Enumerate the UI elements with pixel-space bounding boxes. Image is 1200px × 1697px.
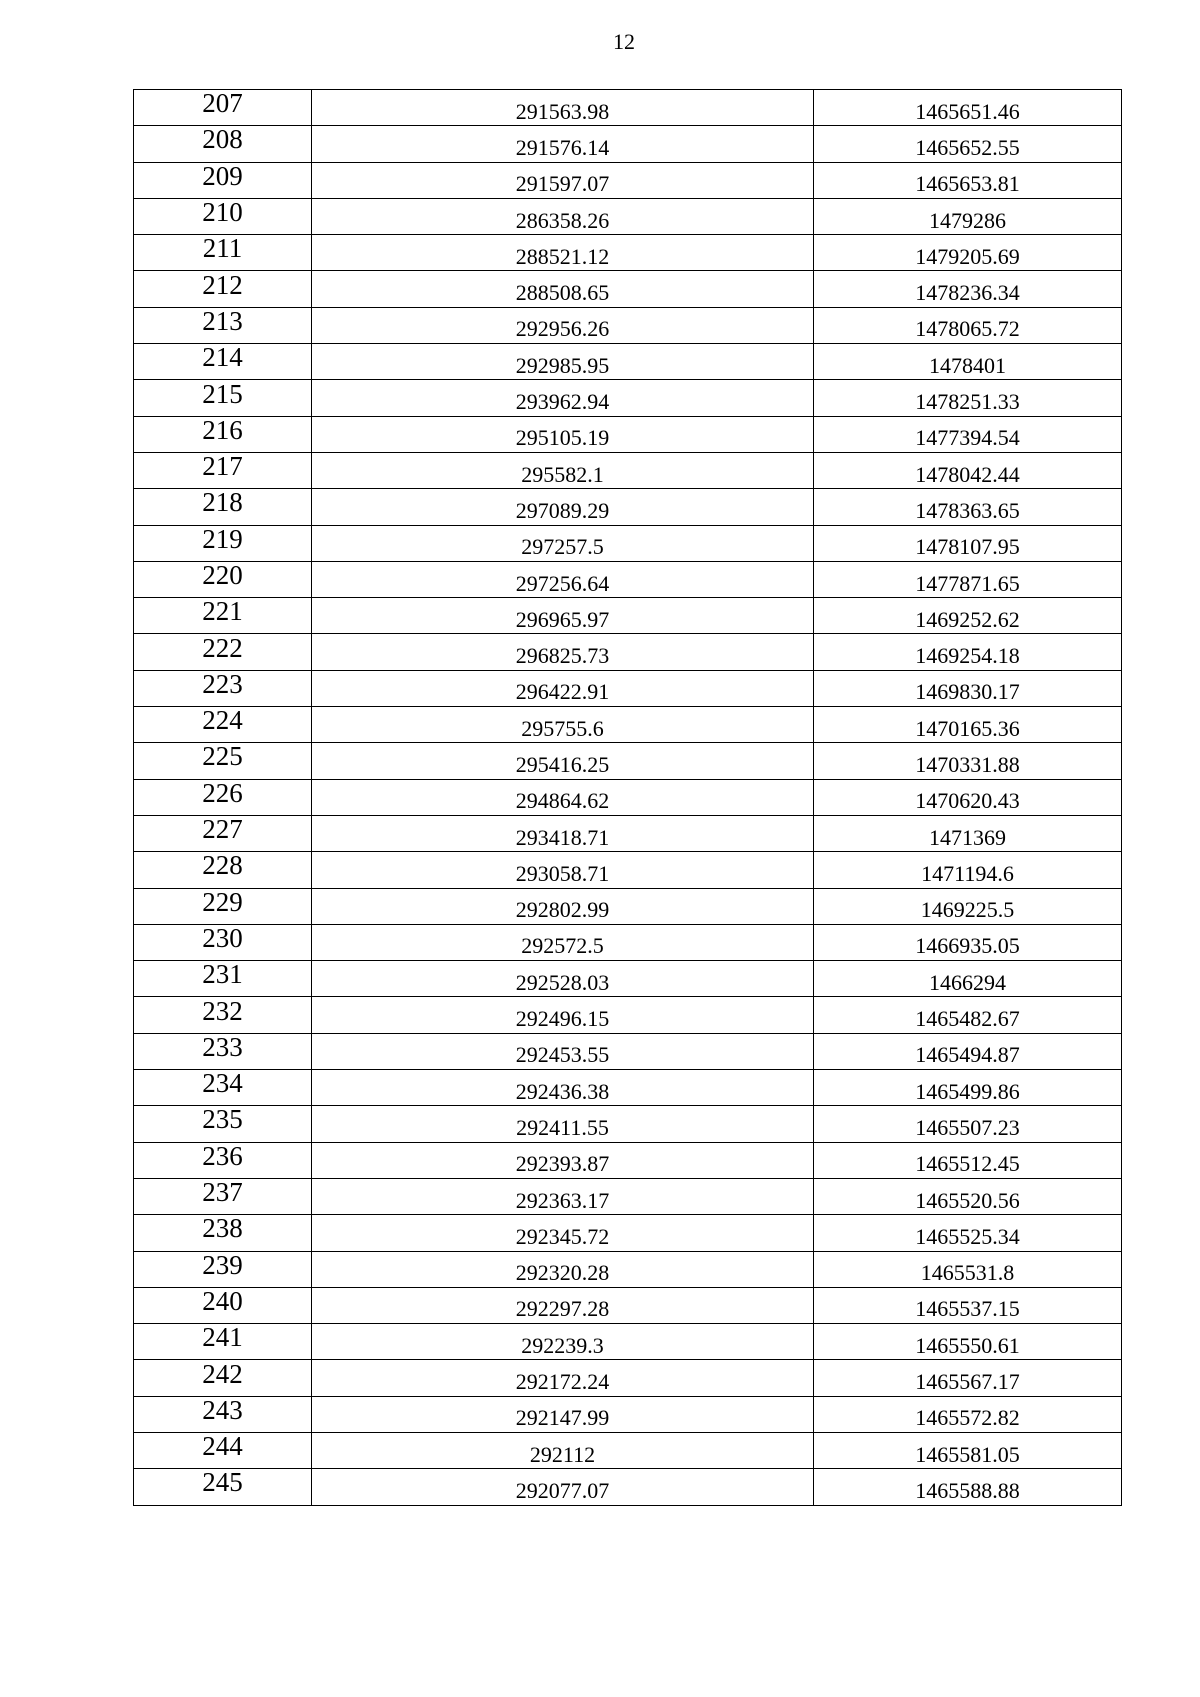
y-coordinate-cell (814, 307, 1122, 343)
point-number-cell-text: 242 (202, 1358, 243, 1389)
y-coordinate-cell-text: 1478251.33 (915, 389, 1020, 415)
x-coordinate-cell-text: 292239.3 (521, 1332, 604, 1358)
point-number-cell (134, 1251, 312, 1287)
point-number-cell-text: 221 (202, 596, 243, 627)
x-coordinate-cell (312, 198, 814, 234)
y-coordinate-cell-text: 1465652.55 (915, 134, 1020, 160)
x-coordinate-cell-text: 295755.6 (521, 715, 604, 741)
point-number-cell (134, 1287, 312, 1323)
table-row (134, 1324, 1122, 1360)
point-number-cell-text: 215 (202, 378, 243, 409)
table-row (134, 416, 1122, 452)
table-row (134, 344, 1122, 380)
x-coordinate-cell-text: 292297.28 (515, 1296, 610, 1322)
y-coordinate-cell (814, 997, 1122, 1033)
x-coordinate-cell-text: 296422.91 (515, 679, 610, 705)
point-number-cell-text: 220 (202, 560, 243, 590)
point-number-cell-text: 213 (202, 305, 243, 336)
point-number-cell-text: 216 (202, 414, 243, 445)
x-coordinate-cell-text: 294864.62 (515, 788, 610, 814)
y-coordinate-cell-text: 1470165.36 (915, 715, 1020, 741)
x-coordinate-cell (312, 1106, 814, 1142)
y-coordinate-cell-text: 1465588.88 (915, 1477, 1020, 1503)
x-coordinate-cell-text: 292147.99 (515, 1405, 610, 1431)
x-coordinate-cell-text: 292802.99 (515, 897, 610, 923)
y-coordinate-cell (814, 815, 1122, 851)
point-number-cell (134, 1142, 312, 1178)
x-coordinate-cell (312, 1251, 814, 1287)
y-coordinate-cell (814, 1469, 1122, 1505)
x-coordinate-cell (312, 707, 814, 743)
point-number-cell (134, 707, 312, 743)
table-row (134, 489, 1122, 525)
point-number-cell-text: 235 (202, 1104, 243, 1135)
table-row (134, 634, 1122, 670)
y-coordinate-cell-text: 1465507.23 (915, 1114, 1020, 1140)
table-row (134, 888, 1122, 924)
y-coordinate-cell (814, 1287, 1122, 1323)
point-number-cell-text: 219 (202, 523, 243, 554)
y-coordinate-cell (814, 852, 1122, 888)
table-row (134, 1178, 1122, 1214)
x-coordinate-cell (312, 525, 814, 561)
x-coordinate-cell (312, 924, 814, 960)
y-coordinate-cell-text: 1477871.65 (915, 570, 1020, 596)
x-coordinate-cell (312, 344, 814, 380)
y-coordinate-cell-text: 1469254.18 (915, 643, 1020, 669)
point-number-cell-text: 245 (202, 1467, 243, 1498)
y-coordinate-cell (814, 888, 1122, 924)
point-number-cell-text: 208 (202, 124, 243, 155)
x-coordinate-cell-text: 292320.28 (515, 1260, 610, 1286)
point-number-cell (134, 598, 312, 634)
y-coordinate-cell-text: 1465581.05 (915, 1441, 1020, 1467)
x-coordinate-cell (312, 1070, 814, 1106)
y-coordinate-cell-text: 1478107.95 (915, 534, 1020, 560)
point-number-cell (134, 1324, 312, 1360)
point-number-cell (134, 779, 312, 815)
table-row (134, 743, 1122, 779)
table-row (134, 924, 1122, 960)
point-number-cell (134, 924, 312, 960)
table-row (134, 1432, 1122, 1468)
table-row (134, 561, 1122, 597)
point-number-cell-text: 244 (202, 1431, 243, 1462)
point-number-cell (134, 162, 312, 198)
point-number-cell-text: 237 (202, 1177, 243, 1208)
x-coordinate-cell-text: 291576.14 (515, 134, 610, 160)
y-coordinate-cell-text: 1465482.67 (915, 1006, 1020, 1032)
x-coordinate-cell-text: 292363.17 (515, 1187, 610, 1213)
table-row (134, 525, 1122, 561)
point-number-cell (134, 997, 312, 1033)
point-number-cell-text: 236 (202, 1140, 243, 1171)
y-coordinate-cell-text: 1465537.15 (915, 1296, 1020, 1322)
y-coordinate-cell (814, 235, 1122, 271)
point-number-cell (134, 1360, 312, 1396)
x-coordinate-cell-text: 292956.26 (515, 316, 610, 342)
y-coordinate-cell (814, 344, 1122, 380)
x-coordinate-cell-text: 292077.07 (515, 1477, 610, 1503)
x-coordinate-cell-text: 292528.03 (515, 969, 610, 995)
y-coordinate-cell (814, 779, 1122, 815)
table-row (134, 1070, 1122, 1106)
table-row (134, 380, 1122, 416)
y-coordinate-cell-text: 1469225.5 (920, 897, 1015, 923)
x-coordinate-cell-text: 292411.55 (516, 1114, 609, 1140)
y-coordinate-cell (814, 1396, 1122, 1432)
point-number-cell (134, 1033, 312, 1069)
y-coordinate-cell-text: 1465520.56 (915, 1187, 1020, 1213)
table-row (134, 1396, 1122, 1432)
x-coordinate-cell (312, 126, 814, 162)
table-row (134, 1360, 1122, 1396)
y-coordinate-cell-text: 1478401 (929, 352, 1006, 378)
y-coordinate-cell (814, 126, 1122, 162)
x-coordinate-cell-text: 292393.87 (515, 1151, 610, 1177)
point-number-cell (134, 1432, 312, 1468)
point-number-cell (134, 670, 312, 706)
y-coordinate-cell-text: 1465550.61 (915, 1332, 1020, 1358)
point-number-cell-text: 241 (202, 1322, 243, 1353)
x-coordinate-cell (312, 452, 814, 488)
x-coordinate-cell (312, 1324, 814, 1360)
point-number-cell-text: 207 (202, 88, 243, 119)
y-coordinate-cell (814, 1070, 1122, 1106)
table-row (134, 162, 1122, 198)
point-number-cell-text: 243 (202, 1394, 243, 1425)
x-coordinate-cell-text: 292985.95 (515, 352, 610, 378)
table-row (134, 198, 1122, 234)
y-coordinate-cell (814, 489, 1122, 525)
table-row (134, 852, 1122, 888)
point-number-cell (134, 815, 312, 851)
x-coordinate-cell-text: 296825.73 (515, 643, 610, 669)
y-coordinate-cell (814, 598, 1122, 634)
y-coordinate-cell (814, 743, 1122, 779)
table-row (134, 126, 1122, 162)
point-number-cell-text: 210 (202, 197, 243, 228)
x-coordinate-cell (312, 1432, 814, 1468)
point-number-cell (134, 126, 312, 162)
x-coordinate-cell-text: 288508.65 (515, 280, 610, 306)
y-coordinate-cell-text: 1478042.44 (915, 461, 1020, 487)
point-number-cell (134, 380, 312, 416)
x-coordinate-cell (312, 380, 814, 416)
table-row (134, 961, 1122, 997)
y-coordinate-cell-text: 1471194.6 (921, 860, 1014, 886)
point-number-cell (134, 634, 312, 670)
point-number-cell-text: 212 (202, 269, 243, 300)
point-number-cell (134, 416, 312, 452)
table-row (134, 1251, 1122, 1287)
y-coordinate-cell (814, 1106, 1122, 1142)
point-number-cell (134, 525, 312, 561)
point-number-cell-text: 229 (202, 886, 243, 917)
x-coordinate-cell-text: 297256.64 (515, 570, 610, 596)
x-coordinate-cell (312, 416, 814, 452)
y-coordinate-cell-text: 1465512.45 (915, 1151, 1020, 1177)
x-coordinate-cell (312, 271, 814, 307)
y-coordinate-cell-text: 1465525.34 (915, 1223, 1020, 1249)
point-number-cell (134, 561, 312, 597)
y-coordinate-cell (814, 1324, 1122, 1360)
point-number-cell (134, 1215, 312, 1251)
x-coordinate-cell (312, 815, 814, 851)
y-coordinate-cell-text: 1465494.87 (915, 1042, 1020, 1068)
y-coordinate-cell (814, 961, 1122, 997)
y-coordinate-cell-text: 1471369 (929, 824, 1006, 850)
x-coordinate-cell-text: 292572.5 (521, 933, 604, 959)
x-coordinate-cell-text: 293962.94 (515, 389, 610, 415)
point-number-cell-text: 214 (202, 342, 243, 373)
x-coordinate-cell-text: 296965.97 (515, 606, 610, 632)
point-number-cell (134, 198, 312, 234)
x-coordinate-cell (312, 1215, 814, 1251)
y-coordinate-cell-text: 1465653.81 (915, 171, 1020, 197)
point-number-cell (134, 1178, 312, 1214)
page-number: 12 (613, 29, 635, 54)
y-coordinate-cell (814, 452, 1122, 488)
y-coordinate-cell (814, 561, 1122, 597)
x-coordinate-cell (312, 489, 814, 525)
point-number-cell (134, 888, 312, 924)
y-coordinate-cell-text: 1466294 (929, 969, 1006, 995)
x-coordinate-cell (312, 634, 814, 670)
x-coordinate-cell (312, 961, 814, 997)
y-coordinate-cell (814, 924, 1122, 960)
table-row (134, 235, 1122, 271)
y-coordinate-cell-text: 1469252.62 (915, 606, 1020, 632)
table-row (134, 1215, 1122, 1251)
x-coordinate-cell-text: 292345.72 (515, 1223, 610, 1249)
point-number-cell (134, 344, 312, 380)
x-coordinate-cell-text: 292112 (529, 1441, 596, 1467)
point-number-cell-text: 224 (202, 705, 243, 736)
point-number-cell (134, 961, 312, 997)
x-coordinate-cell (312, 1469, 814, 1505)
y-coordinate-cell-text: 1465651.46 (915, 98, 1020, 124)
table-row (134, 1469, 1122, 1505)
x-coordinate-cell-text: 293418.71 (515, 824, 610, 850)
point-number-cell (134, 1106, 312, 1142)
point-number-cell (134, 1396, 312, 1432)
point-number-cell (134, 271, 312, 307)
x-coordinate-cell (312, 1360, 814, 1396)
y-coordinate-cell-text: 1478236.34 (915, 280, 1020, 306)
point-number-cell-text: 238 (202, 1213, 243, 1244)
x-coordinate-cell (312, 598, 814, 634)
table-row (134, 90, 1122, 126)
point-number-cell (134, 307, 312, 343)
y-coordinate-cell (814, 416, 1122, 452)
x-coordinate-cell-text: 292172.24 (515, 1369, 610, 1395)
point-number-cell-text: 217 (202, 451, 243, 482)
x-coordinate-cell-text: 292453.55 (515, 1042, 610, 1068)
point-number-cell-text: 228 (202, 850, 243, 881)
y-coordinate-cell (814, 271, 1122, 307)
table-row (134, 815, 1122, 851)
y-coordinate-cell-text: 1469830.17 (915, 679, 1020, 705)
y-coordinate-cell-text: 1465567.17 (915, 1369, 1020, 1395)
x-coordinate-cell-text: 292496.15 (515, 1006, 610, 1032)
y-coordinate-cell-text: 1478065.72 (915, 316, 1020, 342)
y-coordinate-cell (814, 198, 1122, 234)
coordinates-table-body (134, 90, 1122, 1506)
point-number-cell-text: 232 (202, 995, 243, 1026)
point-number-cell (134, 1070, 312, 1106)
y-coordinate-cell-text: 1478363.65 (915, 497, 1020, 523)
point-number-cell-text: 233 (202, 1031, 243, 1062)
x-coordinate-cell (312, 1396, 814, 1432)
y-coordinate-cell-text: 1466935.05 (915, 933, 1020, 959)
coordinates-table (133, 89, 1122, 1506)
y-coordinate-cell (814, 1033, 1122, 1069)
x-coordinate-cell (312, 779, 814, 815)
x-coordinate-cell (312, 235, 814, 271)
point-number-cell-text: 223 (202, 668, 243, 699)
x-coordinate-cell-text: 295105.19 (515, 425, 610, 451)
point-number-cell-text: 240 (202, 1285, 243, 1316)
x-coordinate-cell-text: 295416.25 (515, 751, 610, 777)
point-number-cell-text: 231 (202, 959, 243, 990)
point-number-cell-text: 209 (202, 160, 243, 191)
point-number-cell-text: 230 (202, 922, 243, 953)
table-row (134, 997, 1122, 1033)
y-coordinate-cell (814, 1142, 1122, 1178)
y-coordinate-cell (814, 380, 1122, 416)
x-coordinate-cell (312, 1033, 814, 1069)
x-coordinate-cell-text: 297089.29 (515, 497, 610, 523)
x-coordinate-cell (312, 1287, 814, 1323)
table-row (134, 1106, 1122, 1142)
y-coordinate-cell (814, 1215, 1122, 1251)
table-row (134, 307, 1122, 343)
x-coordinate-cell-text: 288521.12 (515, 243, 610, 269)
x-coordinate-cell (312, 997, 814, 1033)
y-coordinate-cell-text: 1465572.82 (915, 1405, 1020, 1431)
x-coordinate-cell (312, 852, 814, 888)
x-coordinate-cell-text: 291597.07 (515, 171, 610, 197)
x-coordinate-cell-text: 295582.1 (521, 461, 604, 487)
point-number-cell-text: 239 (202, 1249, 243, 1280)
y-coordinate-cell (814, 1360, 1122, 1396)
x-coordinate-cell (312, 1178, 814, 1214)
x-coordinate-cell (312, 888, 814, 924)
y-coordinate-cell (814, 670, 1122, 706)
y-coordinate-cell-text: 1479286 (929, 207, 1006, 233)
y-coordinate-cell-text: 1479205.69 (915, 243, 1020, 269)
point-number-cell (134, 452, 312, 488)
x-coordinate-cell (312, 162, 814, 198)
x-coordinate-cell (312, 743, 814, 779)
point-number-cell-text: 211 (202, 233, 243, 264)
x-coordinate-cell-text: 297257.5 (521, 534, 604, 560)
table-row (134, 598, 1122, 634)
point-number-cell-text: 222 (202, 632, 243, 663)
point-number-cell-text: 225 (202, 741, 243, 772)
point-number-cell-text: 227 (202, 814, 243, 845)
x-coordinate-cell (312, 307, 814, 343)
x-coordinate-cell (312, 1142, 814, 1178)
point-number-cell (134, 489, 312, 525)
y-coordinate-cell (814, 634, 1122, 670)
table-row (134, 452, 1122, 488)
table-row (134, 1142, 1122, 1178)
table-row (134, 707, 1122, 743)
point-number-cell (134, 235, 312, 271)
y-coordinate-cell (814, 1178, 1122, 1214)
point-number-cell-text: 218 (202, 487, 243, 518)
table-row (134, 670, 1122, 706)
point-number-cell (134, 852, 312, 888)
table-row (134, 779, 1122, 815)
y-coordinate-cell-text: 1465531.8 (920, 1260, 1015, 1286)
table-row (134, 1287, 1122, 1323)
x-coordinate-cell (312, 561, 814, 597)
y-coordinate-cell (814, 162, 1122, 198)
x-coordinate-cell-text: 286358.26 (515, 207, 610, 233)
x-coordinate-cell (312, 90, 814, 126)
y-coordinate-cell (814, 1251, 1122, 1287)
x-coordinate-cell-text: 291563.98 (515, 98, 610, 124)
y-coordinate-cell (814, 1432, 1122, 1468)
table-row (134, 271, 1122, 307)
point-number-cell (134, 743, 312, 779)
point-number-cell (134, 90, 312, 126)
point-number-cell-text: 234 (202, 1068, 243, 1099)
x-coordinate-cell-text: 292436.38 (515, 1078, 610, 1104)
y-coordinate-cell (814, 707, 1122, 743)
table-row (134, 1033, 1122, 1069)
x-coordinate-cell-text: 293058.71 (515, 860, 610, 886)
y-coordinate-cell-text: 1470620.43 (915, 788, 1020, 814)
y-coordinate-cell (814, 525, 1122, 561)
point-number-cell-text: 226 (202, 777, 243, 808)
y-coordinate-cell-text: 1470331.88 (915, 751, 1020, 777)
x-coordinate-cell (312, 670, 814, 706)
point-number-cell (134, 1469, 312, 1505)
y-coordinate-cell (814, 90, 1122, 126)
y-coordinate-cell-text: 1465499.86 (915, 1078, 1020, 1104)
y-coordinate-cell-text: 1477394.54 (915, 425, 1020, 451)
